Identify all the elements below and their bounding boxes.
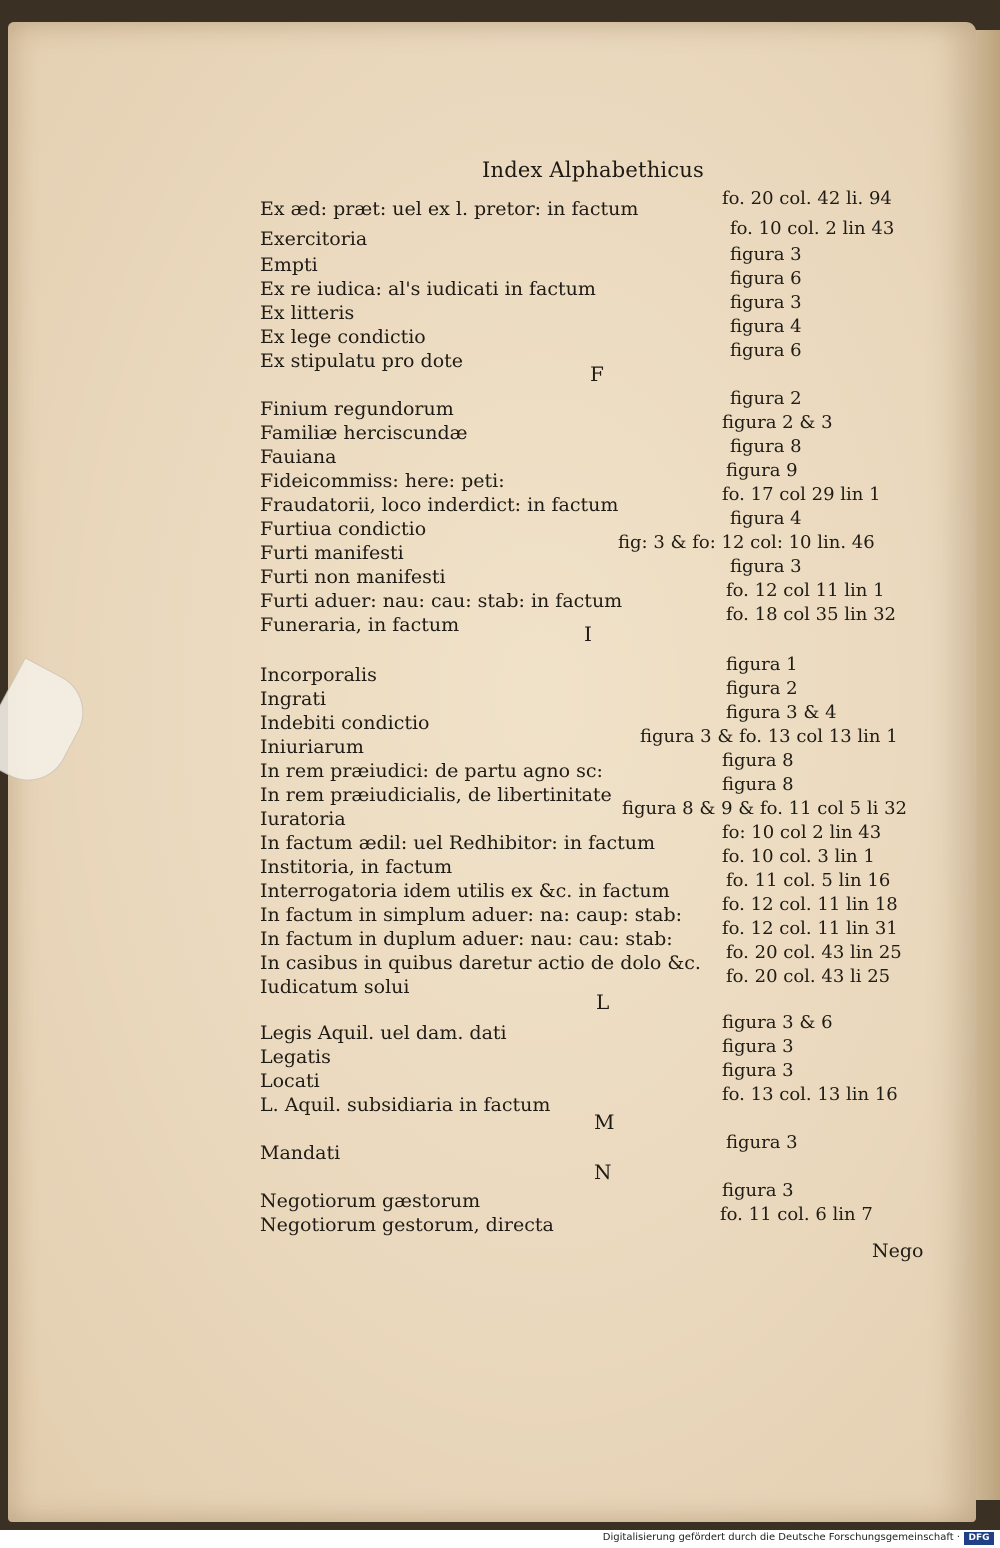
index-entry [0,604,960,638]
page-header: Index Alphabethicus [482,158,704,182]
entry-reference: figura 3 & fo. 13 col 13 lin 1 [640,726,898,747]
entry-name: Furti aduer: nau: cau: stab: in factum [260,590,623,612]
entry-name: In rem præiudicialis, de libertinitate [260,784,612,806]
entry-name: Ex stipulatu pro dote [260,350,464,372]
entry-reference: fo. 18 col 35 lin 32 [726,604,897,625]
entry-reference: figura 6 [730,340,802,361]
entry-name: Furti manifesti [260,542,404,564]
entry-name: In factum in duplum aduer: nau: cau: stab: [260,928,673,950]
entry-name: Fideicommiss: here: peti: [260,470,505,492]
entry-reference: fo: 10 col 2 lin 43 [722,822,882,843]
index-entry [0,244,960,278]
index-entry [0,750,960,784]
index-entry [0,484,960,518]
entry-name: Mandati [260,1142,341,1164]
entry-name: Furti non manifesti [260,566,446,588]
index-entry [0,218,960,252]
entry-name: Incorporalis [260,664,377,686]
index-entry [0,726,960,760]
entry-reference: fo. 13 col. 13 lin 16 [722,1084,898,1105]
index-entry [0,1204,960,1238]
index-entry [0,268,960,302]
entry-reference: figura 3 & 4 [726,702,837,723]
section-letter-m: M [594,1110,615,1134]
catchword: Nego [872,1240,924,1262]
entry-reference: figura 8 & 9 & fo. 11 col 5 li 32 [622,798,907,819]
entry-reference: figura 4 [730,508,802,529]
entry-name: Locati [260,1070,320,1092]
entry-name: In factum ædil: uel Redhibitor: in factum [260,832,656,854]
entry-name: L. Aquil. subsidiaria in factum [260,1094,551,1116]
entry-name: Ex lege condictio [260,326,426,348]
index-entry [0,1036,960,1070]
entry-name: Interrogatoria idem utilis ex &c. in factum [260,880,670,902]
entry-name: Iuratoria [260,808,346,830]
entry-name: Ingrati [260,688,327,710]
entry-name: In rem præiudici: de partu agno sc: [260,760,603,782]
entry-name: In factum in simplum aduer: na: caup: stab: [260,904,683,926]
entry-name: Negotiorum gæstorum [260,1190,481,1212]
entry-reference: figura 3 [730,556,802,577]
entry-reference: fo. 20 col. 43 lin 25 [726,942,902,963]
entry-name: Institoria, in factum [260,856,453,878]
entry-name: Fraudatorii, loco inderdict: in factum [260,494,619,516]
entry-name: In casibus in quibus daretur actio de dolo &c. [260,952,701,974]
entry-name: Legatis [260,1046,331,1068]
entry-name: Funeraria, in factum [260,614,460,636]
entry-reference: figura 3 [722,1180,794,1201]
entry-name: Furtiua condictio [260,518,427,540]
index-entry [0,1084,960,1118]
footer-text: Digitalisierung gefördert durch die Deutsche Forschungsgemeinschaft · [602,1532,960,1543]
entry-reference: figura 4 [730,316,802,337]
entry-name: Exercitoria [260,228,368,250]
entry-reference: figura 9 [726,460,798,481]
entry-reference: fo. 17 col 29 lin 1 [722,484,881,505]
index-entry [0,316,960,350]
entry-name: Negotiorum gestorum, directa [260,1214,554,1236]
index-entry [0,966,960,1000]
entry-reference: figura 3 [730,244,802,265]
section-letter-l: L [596,990,610,1014]
entry-name: Iniuriarum [260,736,364,758]
dfg-logo: DFG [964,1532,994,1545]
entry-reference: figura 3 [722,1060,794,1081]
index-entry [0,292,960,326]
entry-name: Empti [260,254,318,276]
entry-reference: fig: 3 & fo: 12 col: 10 lin. 46 [618,532,875,553]
entry-reference: fo. 11 col. 6 lin 7 [720,1204,873,1225]
entry-name: Indebiti condictio [260,712,430,734]
entry-reference: figura 8 [730,436,802,457]
entry-reference: fo. 12 col 11 lin 1 [726,580,885,601]
entry-reference: figura 2 [730,388,802,409]
entry-name: Finium regundorum [260,398,454,420]
entry-name: Fauiana [260,446,337,468]
entry-reference: figura 8 [722,750,794,771]
index-entry [0,1132,960,1166]
entry-reference: fo. 20 col. 42 li. 94 [722,188,892,209]
entry-name: Ex re iudica: al's iudicati in factum [260,278,596,300]
entry-name: Familiæ herciscundæ [260,422,468,444]
entry-reference: fo. 10 col. 3 lin 1 [722,846,875,867]
entry-reference: fo. 10 col. 2 lin 43 [730,218,895,239]
entry-name: Ex litteris [260,302,355,324]
entry-reference: figura 3 & 6 [722,1012,833,1033]
section-letter-n: N [594,1160,612,1184]
entry-reference: figura 3 [730,292,802,313]
entry-reference: figura 2 & 3 [722,412,833,433]
entry-reference: figura 3 [722,1036,794,1057]
index-entry [0,412,960,446]
section-letter-f: F [590,362,604,386]
entry-reference: figura 8 [722,774,794,795]
entry-name: Legis Aquil. uel dam. dati [260,1022,507,1044]
entry-reference: figura 2 [726,678,798,699]
entry-reference: fo. 11 col. 5 lin 16 [726,870,891,891]
entry-reference: fo. 20 col. 43 li 25 [726,966,891,987]
entry-reference: figura 3 [726,1132,798,1153]
index-entry [0,654,960,688]
entry-reference: fo. 12 col. 11 lin 31 [722,918,898,939]
footer-bar [0,1530,1000,1548]
index-entry [0,436,960,470]
section-letter-i: I [584,622,592,646]
entry-reference: figura 1 [726,654,798,675]
entry-reference: fo. 12 col. 11 lin 18 [722,894,898,915]
index-entry [0,1012,960,1046]
index-entry [0,340,960,374]
entry-name: Ex æd: præt: uel ex l. pretor: in factum [260,198,639,220]
entry-reference: figura 6 [730,268,802,289]
index-entry [0,532,960,566]
entry-name: Iudicatum solui [260,976,410,998]
